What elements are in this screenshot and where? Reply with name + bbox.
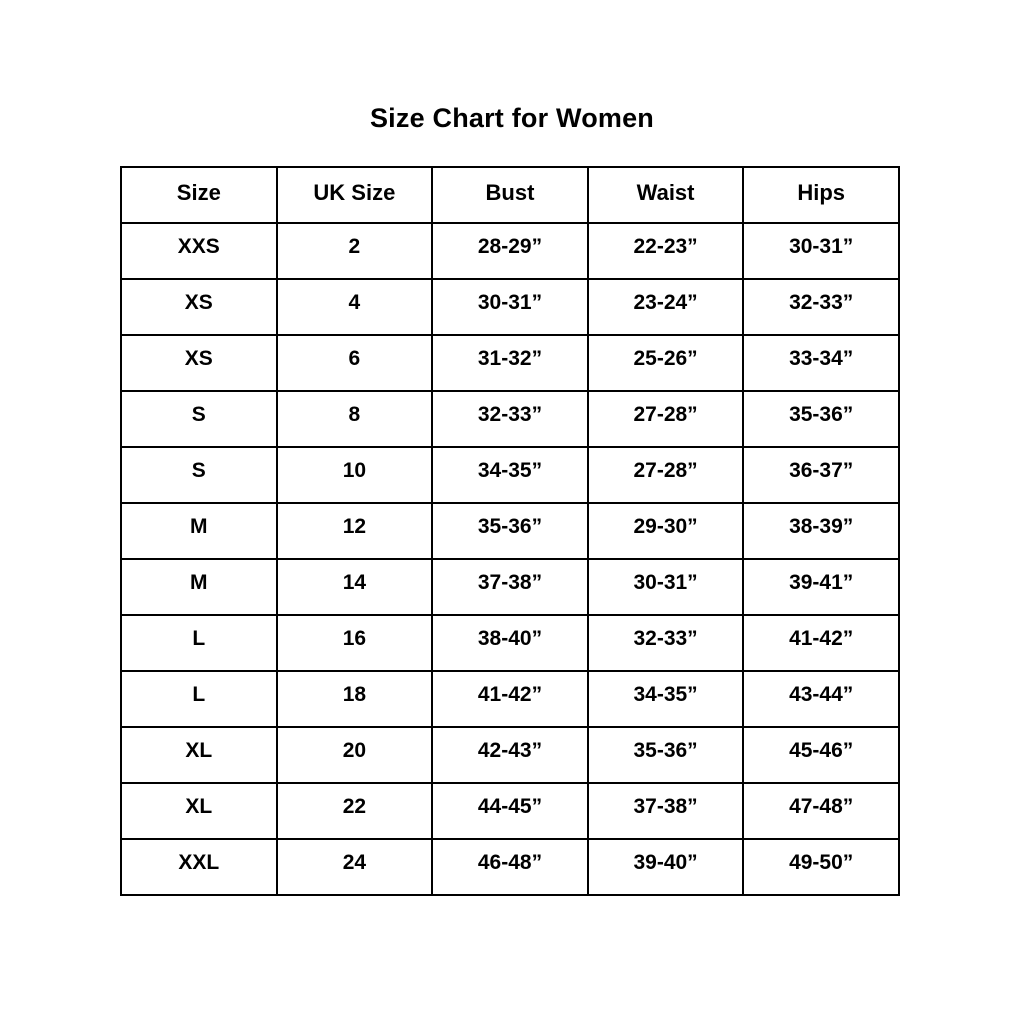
table-row xyxy=(121,223,899,279)
table-cell: 30-31” xyxy=(743,223,899,279)
table-cell: 25-26” xyxy=(588,335,744,391)
table-cell: 20 xyxy=(277,727,433,783)
table-cell: 32-33” xyxy=(588,615,744,671)
table-cell: 2 xyxy=(277,223,433,279)
table-row xyxy=(121,615,899,671)
table-row xyxy=(121,783,899,839)
size-chart-table xyxy=(120,166,900,896)
table-cell: 12 xyxy=(277,503,433,559)
table-cell: L xyxy=(121,671,277,727)
table-cell: 31-32” xyxy=(432,335,588,391)
table-cell: 28-29” xyxy=(432,223,588,279)
table-cell: XXL xyxy=(121,839,277,895)
table-cell: 32-33” xyxy=(432,391,588,447)
table-cell: 35-36” xyxy=(743,391,899,447)
table-cell: 14 xyxy=(277,559,433,615)
table-cell: 38-40” xyxy=(432,615,588,671)
table-cell: 30-31” xyxy=(432,279,588,335)
column-header: UK Size xyxy=(277,167,433,223)
table-header-row xyxy=(121,167,899,223)
table-cell: 8 xyxy=(277,391,433,447)
table-cell: 30-31” xyxy=(588,559,744,615)
table-cell: 22-23” xyxy=(588,223,744,279)
table-cell: 36-37” xyxy=(743,447,899,503)
table-cell: 45-46” xyxy=(743,727,899,783)
table-cell: XS xyxy=(121,335,277,391)
table-cell: XS xyxy=(121,279,277,335)
table-cell: 34-35” xyxy=(432,447,588,503)
table-cell: 39-41” xyxy=(743,559,899,615)
table-row xyxy=(121,503,899,559)
table-row xyxy=(121,391,899,447)
table-cell: 43-44” xyxy=(743,671,899,727)
table-cell: 42-43” xyxy=(432,727,588,783)
table-cell: XL xyxy=(121,783,277,839)
table-cell: 35-36” xyxy=(432,503,588,559)
table-cell: 46-48” xyxy=(432,839,588,895)
table-cell: 39-40” xyxy=(588,839,744,895)
table-header xyxy=(121,167,899,223)
table-cell: 10 xyxy=(277,447,433,503)
table-cell: M xyxy=(121,503,277,559)
table-cell: XL xyxy=(121,727,277,783)
table-cell: 38-39” xyxy=(743,503,899,559)
table-cell: 34-35” xyxy=(588,671,744,727)
table-row xyxy=(121,671,899,727)
table-cell: 47-48” xyxy=(743,783,899,839)
table-cell: 41-42” xyxy=(432,671,588,727)
column-header: Bust xyxy=(432,167,588,223)
table-row xyxy=(121,279,899,335)
table-cell: 32-33” xyxy=(743,279,899,335)
table-cell: 16 xyxy=(277,615,433,671)
table-cell: 29-30” xyxy=(588,503,744,559)
table-cell: 23-24” xyxy=(588,279,744,335)
page-title: Size Chart for Women xyxy=(369,103,655,133)
table-row xyxy=(121,727,899,783)
table-row xyxy=(121,447,899,503)
table-cell: M xyxy=(121,559,277,615)
column-header: Hips xyxy=(743,167,899,223)
table-cell: S xyxy=(121,391,277,447)
table-cell: 4 xyxy=(277,279,433,335)
table-row xyxy=(121,335,899,391)
table-row xyxy=(121,559,899,615)
table-cell: 6 xyxy=(277,335,433,391)
table-cell: 33-34” xyxy=(743,335,899,391)
table-cell: 22 xyxy=(277,783,433,839)
table-cell: S xyxy=(121,447,277,503)
table-cell: 44-45” xyxy=(432,783,588,839)
table-cell: 49-50” xyxy=(743,839,899,895)
column-header: Size xyxy=(121,167,277,223)
table-cell: 41-42” xyxy=(743,615,899,671)
table-cell: 35-36” xyxy=(588,727,744,783)
table-cell: 27-28” xyxy=(588,447,744,503)
table-cell: 27-28” xyxy=(588,391,744,447)
table-row xyxy=(121,839,899,895)
table-cell: 37-38” xyxy=(588,783,744,839)
column-header: Waist xyxy=(588,167,744,223)
table-cell: 37-38” xyxy=(432,559,588,615)
table-cell: 18 xyxy=(277,671,433,727)
table-cell: XXS xyxy=(121,223,277,279)
table-cell: 24 xyxy=(277,839,433,895)
table-cell: L xyxy=(121,615,277,671)
table-body xyxy=(121,223,899,895)
